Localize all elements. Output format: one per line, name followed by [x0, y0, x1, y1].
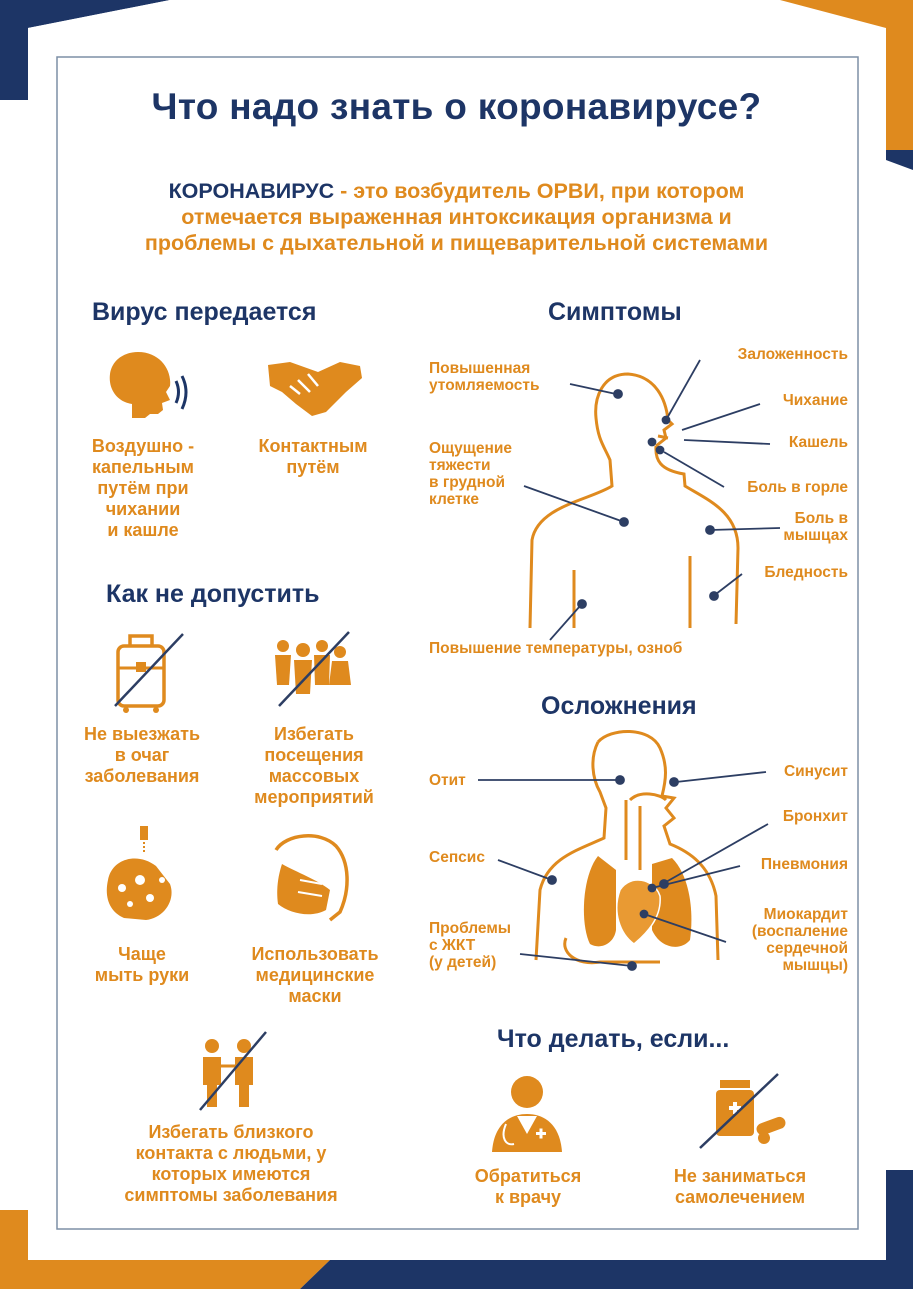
crowd-crossed-icon	[275, 632, 351, 706]
label-line: в грудной	[429, 474, 505, 491]
people-contact-crossed-icon	[200, 1032, 266, 1110]
complication-bronchitis	[690, 808, 848, 825]
label-line: Бронхит	[782, 808, 848, 825]
page-title: Что надо знать о коронавирусе?	[151, 86, 762, 127]
caption-use-masks	[230, 944, 400, 1007]
caption-line: путём	[286, 457, 340, 477]
hand-washing-icon	[107, 826, 172, 920]
lead-line2: отмечается выраженная интоксикация организма и	[181, 205, 732, 229]
label-line: Сепсис	[429, 849, 485, 866]
speaking-head-icon	[110, 352, 186, 418]
caption-line: мероприятий	[254, 787, 374, 807]
symptom-sore-throat	[690, 479, 848, 496]
caption-avoid-contact	[96, 1122, 366, 1206]
symptom-fatigue	[429, 360, 540, 394]
caption-line: Воздушно -	[91, 436, 195, 456]
lead-line1: - это возбудитель ОРВИ, при котором	[334, 179, 745, 203]
caption-line: маски	[288, 986, 342, 1006]
label-line: утомляемость	[429, 377, 540, 394]
caption-line: посещения	[264, 745, 364, 765]
doctor-icon	[492, 1076, 562, 1152]
caption-line: медицинские	[255, 965, 375, 985]
suitcase-crossed-icon	[115, 634, 183, 713]
label-line: Заложенность	[737, 346, 848, 363]
caption-line: Использовать	[251, 944, 379, 964]
symptom-sneezing	[690, 392, 848, 409]
section-title-transmission: Вирус передается	[92, 298, 317, 326]
lead-line3: проблемы с дыхательной и пищеварительной системами	[144, 231, 769, 255]
symptoms-body-illustration	[530, 374, 738, 628]
symptom-cough	[690, 434, 848, 451]
caption-line: массовых	[268, 766, 360, 786]
label-line: Синусит	[783, 763, 848, 780]
label-line: Проблемы	[429, 920, 512, 937]
caption-line: чихании	[105, 499, 181, 519]
caption-see-doctor	[448, 1166, 608, 1208]
caption-line: путём при	[97, 478, 189, 498]
complication-pneumonia	[690, 856, 848, 873]
caption-line: Избегать	[274, 724, 354, 744]
caption-line: контакта с людьми, у	[135, 1143, 327, 1163]
caption-line: Не заниматься	[673, 1166, 807, 1186]
label-line: Боль в	[794, 510, 848, 527]
label-line: Пневмония	[760, 856, 848, 873]
caption-line: капельным	[92, 457, 194, 477]
label-line: Чихание	[782, 392, 848, 409]
section-title-actions: Что делать, если...	[497, 1025, 730, 1053]
caption-line: Контактным	[258, 436, 368, 456]
caption-avoid-events	[234, 724, 394, 808]
label-line: Ощущение	[429, 440, 512, 457]
complication-sinusitis	[690, 763, 848, 780]
label-line: Кашель	[788, 434, 848, 451]
face-mask-icon	[276, 836, 347, 920]
label-line: Отит	[429, 772, 466, 789]
symptom-fever	[429, 640, 682, 657]
medicine-crossed-icon	[700, 1074, 787, 1148]
lead-term: КОРОНАВИРУС	[168, 179, 335, 203]
symptom-pallor	[690, 564, 848, 581]
symptom-chest-heaviness	[429, 440, 512, 508]
section-title-prevention: Как не допустить	[106, 580, 320, 608]
caption-line: Избегать близкого	[148, 1122, 314, 1142]
caption-line: в очаг	[114, 745, 170, 765]
label-line: Повышенная	[429, 360, 531, 377]
caption-no-travel	[62, 724, 222, 787]
caption-airborne	[68, 436, 218, 541]
caption-line: мыть руки	[94, 965, 190, 985]
label-line: мышцах	[783, 527, 848, 544]
label-line: сердечной	[766, 940, 848, 957]
complication-gi	[429, 920, 511, 971]
label-line: (воспаление	[751, 923, 848, 940]
label-line: Повышение температуры, озноб	[429, 640, 683, 657]
caption-wash-hands	[62, 944, 222, 986]
section-title-complications: Осложнения	[541, 692, 697, 720]
label-line: тяжести	[429, 457, 491, 474]
label-line: (у детей)	[429, 954, 497, 971]
label-line: Миокардит	[763, 906, 848, 923]
caption-contact	[238, 436, 388, 478]
caption-line: Обратиться	[474, 1166, 582, 1186]
section-title-symptoms: Симптомы	[548, 298, 682, 326]
caption-line: и кашле	[107, 520, 179, 540]
symptom-congestion	[690, 346, 848, 363]
caption-line: самолечением	[674, 1187, 806, 1207]
label-line: с ЖКТ	[429, 937, 476, 954]
caption-no-self-treatment	[650, 1166, 830, 1208]
symptom-muscle-pain	[690, 510, 848, 544]
caption-line: которых имеются	[151, 1164, 311, 1184]
caption-line: симптомы заболевания	[124, 1185, 338, 1205]
label-line: Бледность	[764, 564, 848, 581]
caption-line: заболевания	[84, 766, 200, 786]
complication-otitis	[429, 772, 466, 789]
label-line: Боль в горле	[747, 479, 848, 496]
label-line: клетке	[429, 491, 479, 508]
caption-line: Не выезжать	[83, 724, 201, 744]
label-line: мышцы)	[782, 957, 848, 974]
complication-sepsis	[429, 849, 485, 866]
handshake-icon	[268, 362, 362, 416]
complication-myocarditis	[690, 906, 848, 974]
caption-line: Чаще	[118, 944, 166, 964]
caption-line: к врачу	[494, 1187, 562, 1207]
